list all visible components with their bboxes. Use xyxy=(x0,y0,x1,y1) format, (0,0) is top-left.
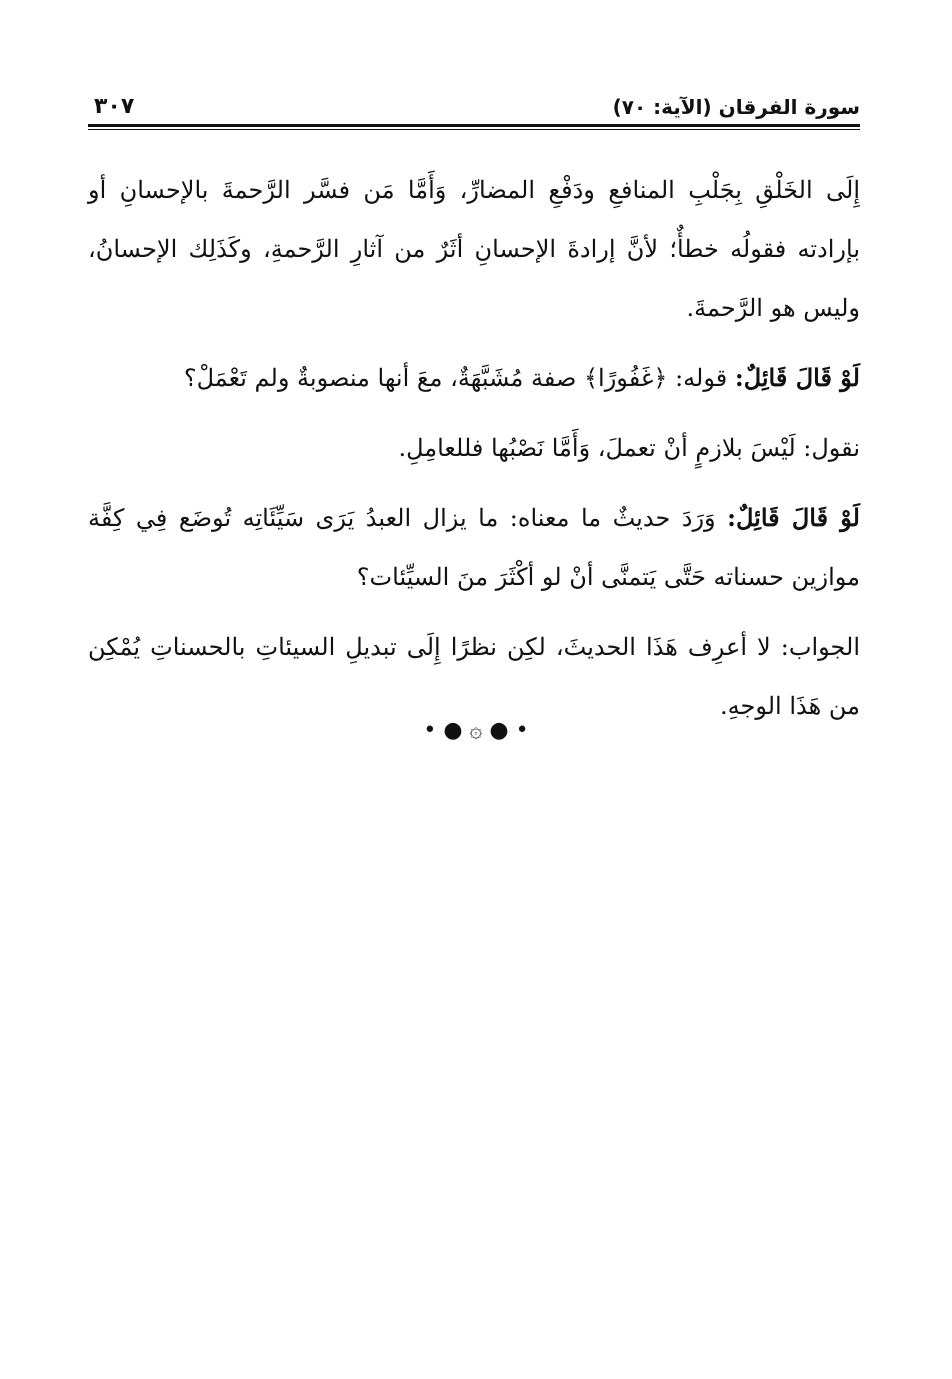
page-number: ٣٠٧ xyxy=(94,94,135,119)
paragraph-2-lead: لَوْ قَالَ قَائِلٌ: xyxy=(734,363,860,392)
paragraph-3-text: نقول: لَيْسَ بلازمٍ أنْ تعملَ، وَأَمَّا نَصْبُها فللعامِلِ. xyxy=(398,434,860,462)
page-header xyxy=(88,92,860,126)
paragraph-2 xyxy=(88,348,860,408)
paragraph-4 xyxy=(88,488,860,607)
running-title: سورة الفرقان (الآية: ٧٠) xyxy=(612,95,860,119)
paragraph-5-text: الجواب: لا أعرِف هَذَا الحديثَ، لكِن نظرًا إِلَى تبديلِ السيئاتِ بالحسناتِ يُمْكِن من هَذَا الوجهِ. xyxy=(88,633,860,720)
paragraph-2-text: قوله: ﴿غَفُورًا﴾ صفة مُشَبَّهَةٌ، معَ أنها منصوبةٌ ولم تَعْمَلْ؟ xyxy=(183,364,735,392)
header-rule xyxy=(88,124,860,127)
paragraph-1 xyxy=(88,160,860,338)
section-end-ornament: • ● ۞ ● • xyxy=(423,718,529,743)
header-rule-thin xyxy=(88,129,860,130)
paragraph-3 xyxy=(88,418,860,478)
body-text xyxy=(88,160,860,746)
paragraph-4-lead: لَوْ قَالَ قَائِلٌ: xyxy=(727,503,860,532)
paragraph-1-text: إِلَى الخَلْقِ بِجَلْبِ المنافعِ ودَفْعِ المضارِّ، وَأَمَّا مَن فسَّر الرَّحمةَ بالإحسانِ أو بإرادته فقولُه خطأٌ؛ لأنَّ إرادةَ الإحسانِ أثَرٌ من آثارِ الرَّحمةِ، وكَذَلِك الإحسانُ، وليس هو الرَّحمةَ. xyxy=(88,176,860,322)
paragraph-4-text: وَرَدَ حديثٌ ما معناه: ما يزال العبدُ يَرَى سَيِّئَاتِه تُوضَع فِي كِفَّة موازين حسناته حَتَّى يَتمنَّى أنْ لو أكْثَرَ منَ السيِّئات؟ xyxy=(88,504,860,591)
